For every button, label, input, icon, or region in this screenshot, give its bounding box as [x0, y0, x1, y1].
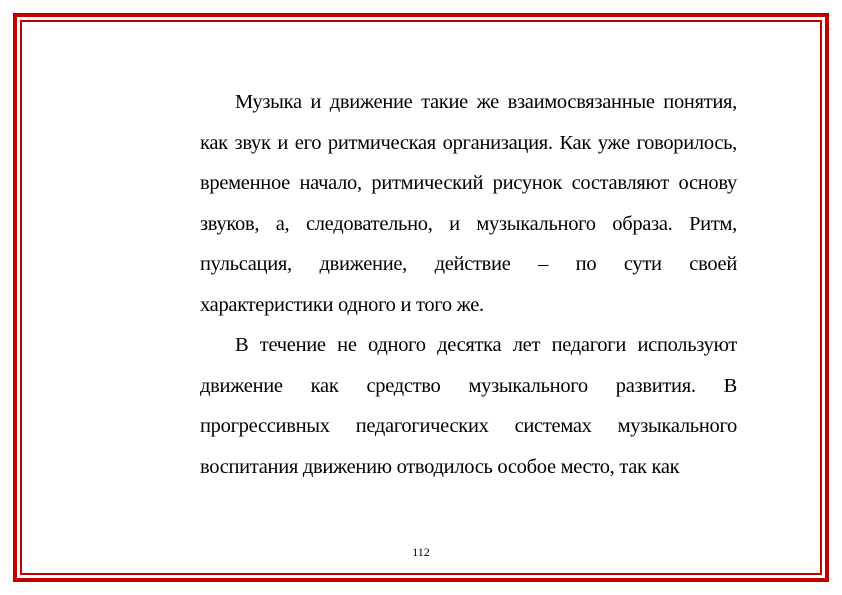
page-number: 112: [412, 545, 430, 559]
paragraph-1: Музыка и движение такие же взаимосвязанные понятия, как звук и его ритмическая организация. Как уже говорилось, временное начало, ритмический рисунок составляют основу звуков, а, следовательно, и музыкального образа. Ритм, пульсация, движение, действие – по сути своей характеристики одного и того же.: [200, 91, 737, 316]
paragraph-2: В течение не одного десятка лет педагоги используют движение как средство музыкального развития. В прогрессивных педагогических системах музыкального воспитания движению отводилось особое место, так как: [200, 334, 737, 478]
body-text: [200, 82, 737, 487]
